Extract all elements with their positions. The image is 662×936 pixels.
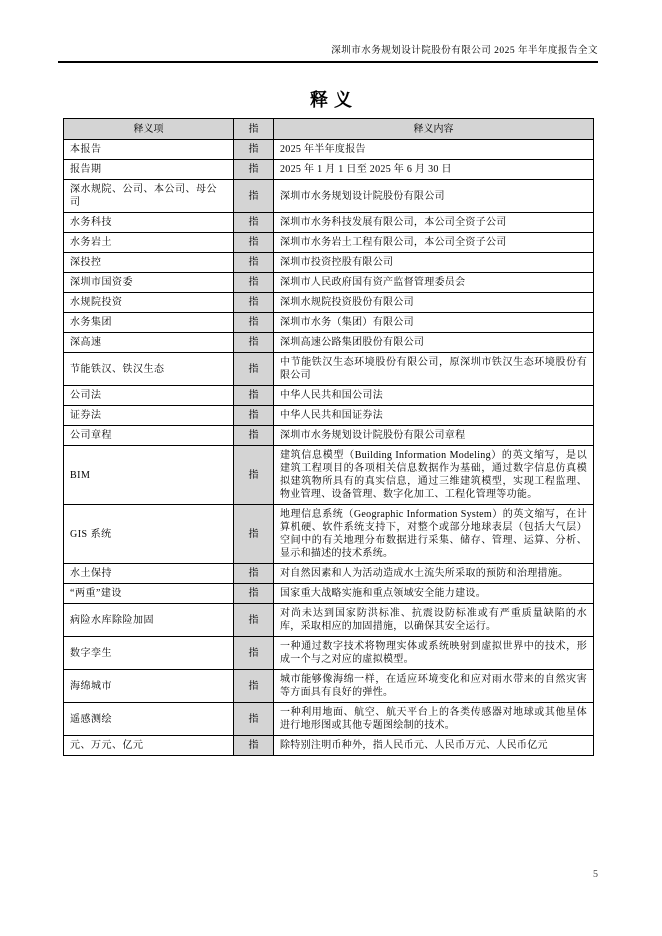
table-row [64,426,594,446]
table-row [64,670,594,703]
table-row [64,273,594,293]
ref-cell: 指 [234,233,274,253]
definition-cell: 中节能铁汉生态环境股份有限公司，原深圳市铁汉生态环境股份有限公司 [274,353,594,386]
definition-cell: 建筑信息模型（Building Information Modeling）的英文缩写，是以建筑工程项目的各项相关信息数据作为基础，通过数字信息仿真模拟建筑物所具有的真实信息，通过三维建筑模型，实现工程监理、物业管理、设备管理、数字化加工、工程化管理等功能。 [274,446,594,505]
definition-cell: 除特别注明币种外，指人民币元、人民币万元、人民币亿元 [274,736,594,756]
definition-cell: 深圳市水务规划设计院股份有限公司 [274,180,594,213]
definition-cell: 城市能够像海绵一样，在适应环境变化和应对雨水带来的自然灾害等方面具有良好的弹性。 [274,670,594,703]
term-cell: 节能铁汉、铁汉生态 [64,353,234,386]
table-row [64,233,594,253]
table-row [64,160,594,180]
table-row [64,180,594,213]
term-cell: 证券法 [64,406,234,426]
definition-cell: 深圳市水务（集团）有限公司 [274,313,594,333]
ref-cell: 指 [234,353,274,386]
table-row [64,564,594,584]
ref-cell: 指 [234,333,274,353]
ref-cell: 指 [234,703,274,736]
term-cell: 病险水库除险加固 [64,604,234,637]
table-header-row [64,119,594,140]
ref-cell: 指 [234,406,274,426]
definition-cell: 深圳高速公路集团股份有限公司 [274,333,594,353]
table-row [64,253,594,273]
table-row [64,213,594,233]
ref-cell: 指 [234,293,274,313]
table-row [64,736,594,756]
ref-cell: 指 [234,140,274,160]
ref-cell: 指 [234,273,274,293]
ref-cell: 指 [234,637,274,670]
definition-cell: 2025 年半年度报告 [274,140,594,160]
term-cell: GIS 系统 [64,505,234,564]
term-cell: 公司章程 [64,426,234,446]
table-row [64,406,594,426]
term-cell: 水土保持 [64,564,234,584]
definition-cell: 深圳市投资控股有限公司 [274,253,594,273]
table-row [64,333,594,353]
definition-cell: 深圳市水务科技发展有限公司，本公司全资子公司 [274,213,594,233]
definition-cell: 对自然因素和人为活动造成水土流失所采取的预防和治理措施。 [274,564,594,584]
term-cell: 公司法 [64,386,234,406]
definition-cell: 深圳市人民政府国有资产监督管理委员会 [274,273,594,293]
term-cell: “两重”建设 [64,584,234,604]
column-header-term: 释义项 [64,119,234,140]
ref-cell: 指 [234,505,274,564]
term-cell: 遥感测绘 [64,703,234,736]
page-header [58,42,598,63]
definition-cell: 对尚未达到国家防洪标准、抗震设防标准或有严重质量缺陷的水库，采取相应的加固措施，以确保其安全运行。 [274,604,594,637]
definition-cell: 地理信息系统（Geographic Information System）的英文缩写，在计算机硬、软件系统支持下，对整个或部分地球表层（包括大气层）空间中的有关地理分布数据进行采集、储存、管理、运算、分析、显示和描述的技术系统。 [274,505,594,564]
ref-cell: 指 [234,213,274,233]
term-cell: 海绵城市 [64,670,234,703]
definition-cell: 中华人民共和国公司法 [274,386,594,406]
table-row [64,505,594,564]
ref-cell: 指 [234,584,274,604]
ref-cell: 指 [234,564,274,584]
ref-cell: 指 [234,386,274,406]
column-header-ref: 指 [234,119,274,140]
table-row [64,584,594,604]
term-cell: 本报告 [64,140,234,160]
table-row [64,637,594,670]
table-row [64,386,594,406]
ref-cell: 指 [234,446,274,505]
ref-cell: 指 [234,604,274,637]
table-row [64,703,594,736]
page-title: 释义 [310,90,358,110]
definition-cell: 深圳水规院投资股份有限公司 [274,293,594,313]
term-cell: 水务集团 [64,313,234,333]
table-row [64,140,594,160]
term-cell: 深投控 [64,253,234,273]
definition-cell: 一种利用地面、航空、航天平台上的各类传感器对地球或其他星体进行地形图或其他专题图绘制的技术。 [274,703,594,736]
term-cell: 水务岩土 [64,233,234,253]
table-row [64,353,594,386]
ref-cell: 指 [234,426,274,446]
term-cell: 报告期 [64,160,234,180]
definition-cell: 深圳市水务规划设计院股份有限公司章程 [274,426,594,446]
definition-cell: 深圳市水务岩土工程有限公司，本公司全资子公司 [274,233,594,253]
ref-cell: 指 [234,670,274,703]
term-cell: 元、万元、亿元 [64,736,234,756]
term-cell: 深高速 [64,333,234,353]
definitions-table [63,118,594,756]
table-row [64,313,594,333]
report-header-title: 深圳市水务规划设计院股份有限公司 2025 年半年度报告全文 [331,46,598,56]
definition-cell: 国家重大战略实施和重点领域安全能力建设。 [274,584,594,604]
page-number: 5 [593,869,598,880]
definitions-table-body [64,140,594,756]
term-cell: 深水规院、公司、本公司、母公司 [64,180,234,213]
term-cell: 水规院投资 [64,293,234,313]
definition-cell: 中华人民共和国证券法 [274,406,594,426]
term-cell: 深圳市国资委 [64,273,234,293]
ref-cell: 指 [234,160,274,180]
ref-cell: 指 [234,736,274,756]
table-row [64,604,594,637]
table-row [64,293,594,313]
column-header-definition: 释义内容 [274,119,594,140]
table-row [64,446,594,505]
term-cell: BIM [64,446,234,505]
definition-cell: 2025 年 1 月 1 日至 2025 年 6 月 30 日 [274,160,594,180]
definition-cell: 一种通过数字技术将物理实体或系统映射到虚拟世界中的技术，形成一个与之对应的虚拟模型。 [274,637,594,670]
ref-cell: 指 [234,180,274,213]
term-cell: 数字孪生 [64,637,234,670]
term-cell: 水务科技 [64,213,234,233]
ref-cell: 指 [234,313,274,333]
ref-cell: 指 [234,253,274,273]
